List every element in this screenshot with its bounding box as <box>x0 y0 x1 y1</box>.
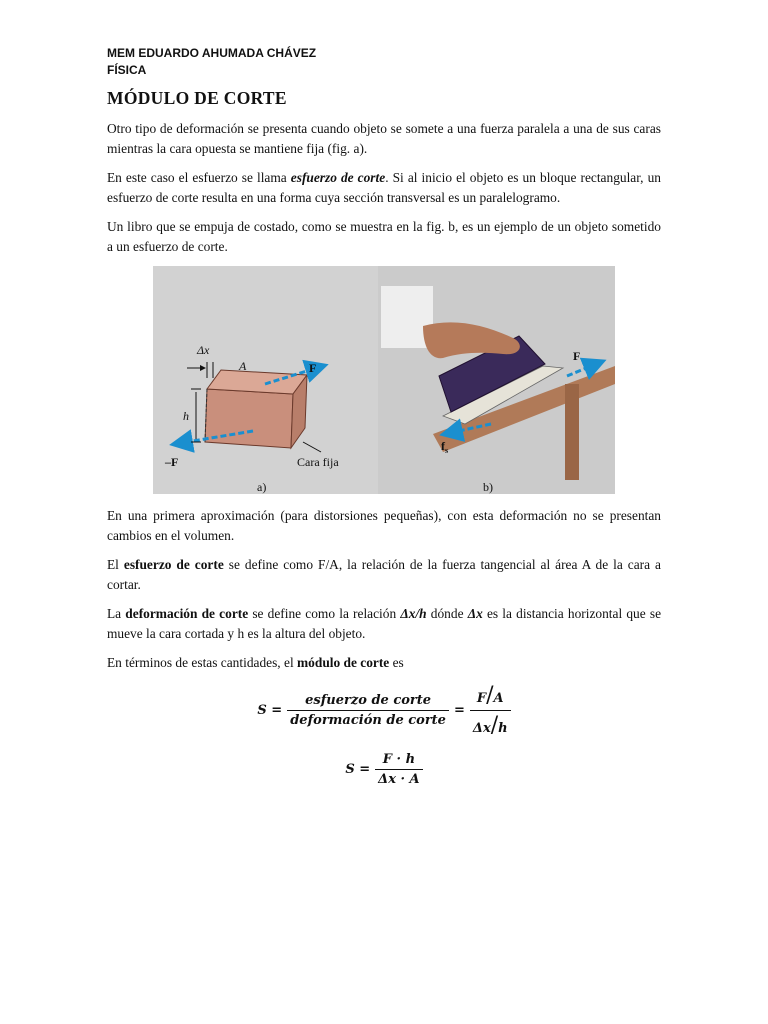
paragraph-7: En términos de estas cantidades, el módulo de corte es <box>107 655 404 670</box>
label-a: a) <box>257 480 267 494</box>
label-b: b) <box>483 480 493 494</box>
paragraph-4: En una primera aproximación (para distorsiones pequeñas), con esta deformación no se presentan cambios en el volumen. <box>107 508 661 543</box>
page <box>107 45 661 787</box>
eq1-fraction-words: $\frac{\text{esfuerzo de corte}}{\text{deformación de corte}}$ <box>287 693 449 728</box>
header-subject: FÍSICA <box>107 63 147 77</box>
table-leg <box>565 384 579 480</box>
label-f-b: F <box>573 349 581 363</box>
paragraph-2: En este caso el esfuerzo se llama esfuerzo de corte. Si al inicio el objeto es un bloque rectangular, un esfuerzo de corte resulta en una forma cuya sección transversal es un paralelogramo. <box>107 170 661 205</box>
label-negf: –F <box>165 455 179 469</box>
equation-2: S = $\frac{F \cdot h}{\Delta x \cdot A}$ <box>107 752 661 787</box>
term-esfuerzo-de-corte: esfuerzo de corte <box>290 170 386 185</box>
label-area: A <box>239 359 247 373</box>
label-fs: $f_s$ <box>441 439 449 455</box>
eq2-fraction: $\frac{F \cdot h}{\Delta x \cdot A}$ <box>375 752 423 787</box>
paragraph-1: Otro tipo de deformación se presenta cuando objeto se somete a una fuerza paralela a una de sus caras mientras la cara opuesta se mantiene fija (fig. a). <box>107 121 661 156</box>
term-deformacion: deformación de corte <box>125 606 249 621</box>
paragraph-6: La deformación de corte se define como la relación Δx/h dónde Δx es la distancia horizontal que se mueve la cara cortada y h es la altura del objeto. <box>107 606 662 641</box>
term-modulo: módulo de corte <box>297 655 390 670</box>
figure-shear <box>153 266 615 494</box>
page-title: MÓDULO DE CORTE <box>107 88 287 108</box>
term-esfuerzo: esfuerzo de corte <box>123 557 224 572</box>
label-cara-fija: Cara fija <box>297 455 339 469</box>
figure-illustration <box>153 266 615 494</box>
paragraph-3: Un libro que se empuja de costado, como se muestra en la fig. b, es un ejemplo de un objeto sometido a un esfuerzo de corte. <box>107 219 661 254</box>
equation-1: S = $\frac{\text{esfuerzo de corte}}{\text{deformación de corte}}$ = $\frac{F/A}{\Delta x/h}$ <box>107 683 661 738</box>
label-h: h <box>183 409 189 423</box>
header-author: MEM EDUARDO AHUMADA CHÁVEZ <box>107 46 317 60</box>
paragraph-5: El esfuerzo de corte se define como F/A, la relación de la fuerza tangencial al área A de la cara a cortar. <box>107 557 661 592</box>
block-front-face <box>205 389 293 448</box>
label-dx: Δx <box>197 343 210 357</box>
eq1-fraction-symbols: $\frac{F/A}{\Delta x/h}$ <box>470 683 511 738</box>
label-f: F <box>309 361 317 375</box>
